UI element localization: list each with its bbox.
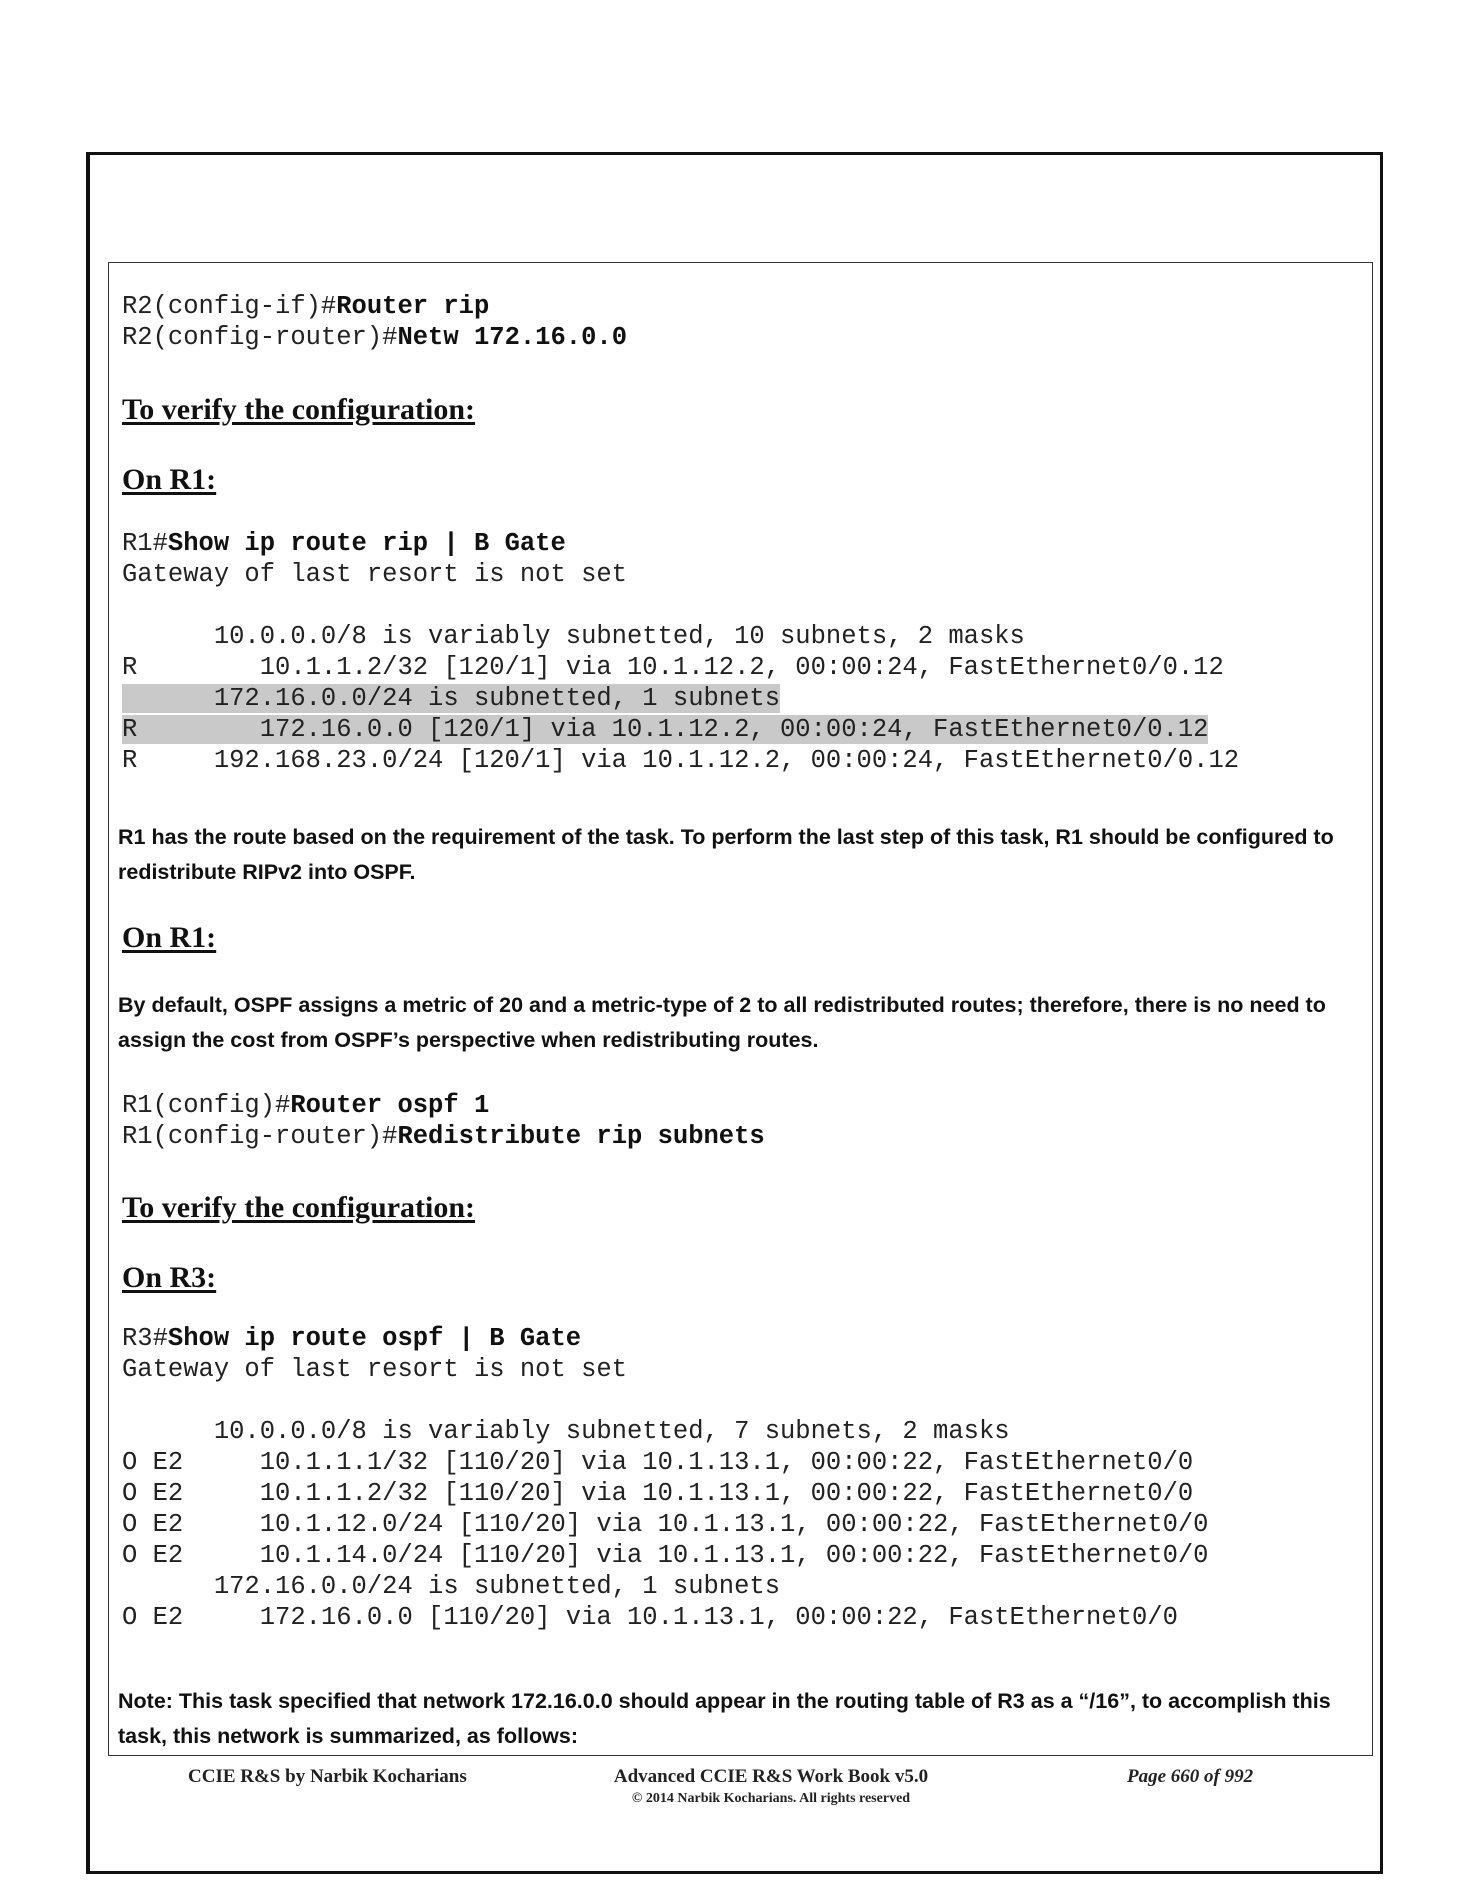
output-line: O E2 10.1.1.1/32 [110/20] via 10.1.13.1, 00:00:22, FastEthernet0/0: [122, 1448, 1194, 1477]
r1-ospf-config-block: [122, 1090, 765, 1152]
cli-prompt: R2(config-router)#: [122, 323, 398, 352]
footer-copyright: © 2014 Narbik Kocharians. All rights reserved: [631, 1791, 911, 1806]
r1-route-output: [122, 528, 1239, 776]
cli-command: Show ip route ospf | B Gate: [167, 1324, 582, 1353]
r3-route-output: [122, 1323, 1208, 1633]
r2-config-block: [122, 291, 627, 353]
section-heading-verify: To verify the configuration:: [122, 393, 476, 426]
section-heading-on-r1: On R1:: [122, 921, 217, 954]
cli-command: Netw 172.16.0.0: [397, 323, 627, 352]
cli-prompt: R3#: [122, 1324, 168, 1353]
highlighted-output-line: 172.16.0.0/24 is subnetted, 1 subnets: [122, 684, 781, 713]
cli-command: Router ospf 1: [290, 1091, 490, 1120]
paragraph-note: Note: This task specified that network 172.16.0.0 should appear in the routing table of R3 as a “/16”, to accomplish this task, this network is summarized, as follows:: [118, 1689, 1331, 1748]
output-line: 172.16.0.0/24 is subnetted, 1 subnets: [122, 1572, 781, 1601]
output-line: 10.0.0.0/8 is variably subnetted, 7 subnets, 2 masks: [122, 1417, 1010, 1446]
section-heading-verify: To verify the configuration:: [122, 1191, 476, 1224]
footer-book-info: [572, 1766, 970, 1807]
cli-command: Show ip route rip | B Gate: [167, 529, 566, 558]
cli-prompt: R1#: [122, 529, 168, 558]
output-line: O E2 10.1.14.0/24 [110/20] via 10.1.13.1, 00:00:22, FastEthernet0/0: [122, 1541, 1209, 1570]
highlighted-output-line: R 172.16.0.0 [120/1] via 10.1.12.2, 00:00:24, FastEthernet0/0.12: [122, 715, 1209, 744]
output-line: Gateway of last resort is not set: [122, 1355, 627, 1384]
cli-prompt: R1(config)#: [122, 1091, 291, 1120]
cli-prompt: R1(config-router)#: [122, 1122, 398, 1151]
output-line: 10.0.0.0/8 is variably subnetted, 10 subnets, 2 masks: [122, 622, 1025, 651]
output-line: O E2 172.16.0.0 [110/20] via 10.1.13.1, 00:00:22, FastEthernet0/0: [122, 1603, 1178, 1632]
cli-command: Redistribute rip subnets: [397, 1122, 765, 1151]
paragraph-r1-route: R1 has the route based on the requirement of the task. To perform the last step of this task, R1 should be configured to redistribute RIPv2 into OSPF.: [118, 825, 1334, 884]
footer-author: CCIE R&S by Narbik Kocharians: [188, 1766, 467, 1787]
cli-command: Router rip: [336, 292, 490, 321]
footer-page-number: Page 660 of 992: [1127, 1766, 1254, 1787]
section-heading-on-r1: On R1:: [122, 463, 217, 496]
output-line: O E2 10.1.12.0/24 [110/20] via 10.1.13.1, 00:00:22, FastEthernet0/0: [122, 1510, 1209, 1539]
paragraph-ospf-metric: By default, OSPF assigns a metric of 20 and a metric-type of 2 to all redistributed routes; therefore, there is no need to assign the cost from OSPF’s perspective when redistributing routes.: [118, 993, 1326, 1052]
output-line: Gateway of last resort is not set: [122, 560, 627, 589]
cli-prompt: R2(config-if)#: [122, 292, 337, 321]
section-heading-on-r3: On R3:: [122, 1261, 217, 1294]
output-line: O E2 10.1.1.2/32 [110/20] via 10.1.13.1, 00:00:22, FastEthernet0/0: [122, 1479, 1194, 1508]
output-line: R 10.1.1.2/32 [120/1] via 10.1.12.2, 00:00:24, FastEthernet0/0.12: [122, 653, 1224, 682]
footer-book-title: Advanced CCIE R&S Work Book v5.0: [613, 1766, 929, 1787]
output-line: R 192.168.23.0/24 [120/1] via 10.1.12.2, 00:00:24, FastEthernet0/0.12: [122, 746, 1240, 775]
